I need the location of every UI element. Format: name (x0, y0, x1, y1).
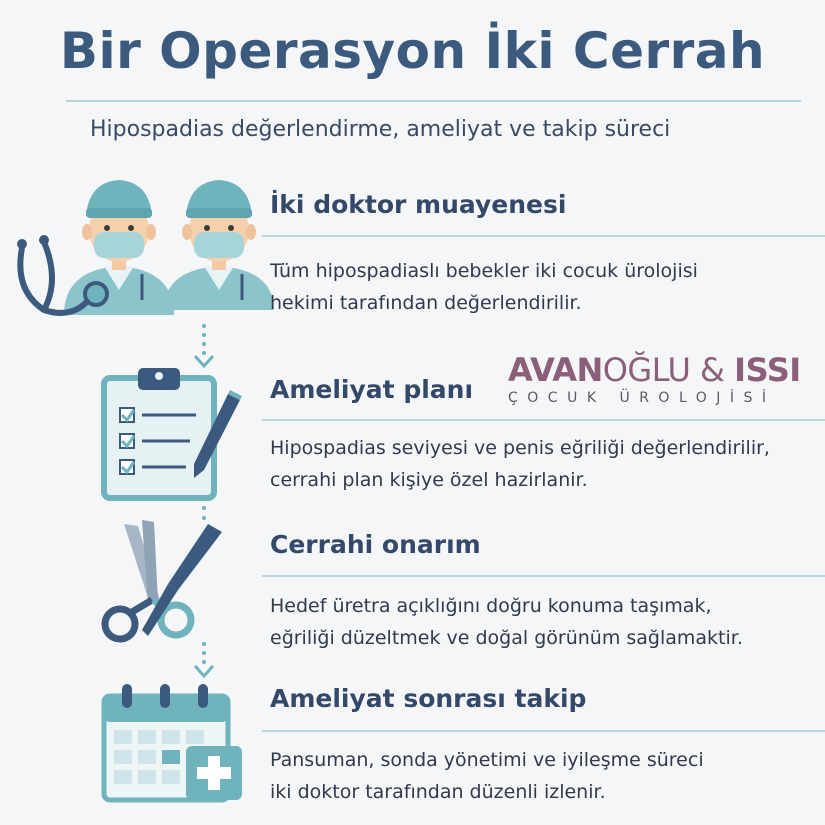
step-text-plan (270, 432, 770, 496)
scissors-scalpel-icon (98, 520, 232, 646)
brand-name: AVANOĞLU & ISSI (508, 351, 801, 389)
step-line: eğriliği düzeltmek ve doğal görünüm sağlamaktir. (270, 627, 743, 649)
clipboard-pen-icon (100, 366, 250, 502)
step-text-examination (270, 255, 698, 319)
step-line: iki doktor tarafından düzenli izlenir. (270, 781, 606, 803)
step-divider (262, 419, 825, 421)
step-text-surgery (270, 590, 743, 654)
calendar-medical-icon (100, 684, 246, 804)
page-title: Bir Operasyon İki Cerrah (59, 22, 766, 80)
title-divider (66, 100, 801, 102)
step-divider (262, 730, 825, 732)
step-line: hekimi tarafından değerlendirilir. (270, 292, 582, 314)
step-divider (262, 575, 825, 577)
down-arrow-icon (192, 640, 216, 684)
brand-logo (508, 351, 801, 406)
step-title-examination: İki doktor muayenesi (270, 190, 567, 219)
step-title-surgery: Cerrahi onarım (270, 530, 481, 559)
step-line: Pansuman, sonda yönetimi ve iyileşme süreci (270, 749, 704, 771)
brand-tagline: ÇOCUK ÜROLOJİSİ (508, 390, 776, 406)
step-title-followup: Ameliyat sonrası takip (270, 684, 587, 713)
doctors-stethoscope-icon (14, 170, 274, 330)
step-line: Hedef üretra açıklığını doğru konuma taşımak, (270, 595, 712, 617)
step-line: cerrahi plan kişiye özel hazirlanir. (270, 469, 588, 491)
step-line: Hipospadias seviyesi ve penis eğriliği değerlendirilir, (270, 437, 770, 459)
step-title-plan: Ameliyat planı (270, 375, 474, 404)
step-text-followup (270, 744, 704, 808)
step-divider (262, 235, 825, 237)
page-subtitle: Hipospadias değerlendirme, ameliyat ve takip süreci (90, 117, 671, 142)
down-arrow-icon (192, 322, 216, 372)
step-line: Tüm hipospadiaslı bebekler iki cocuk ürolojisi (270, 260, 698, 282)
